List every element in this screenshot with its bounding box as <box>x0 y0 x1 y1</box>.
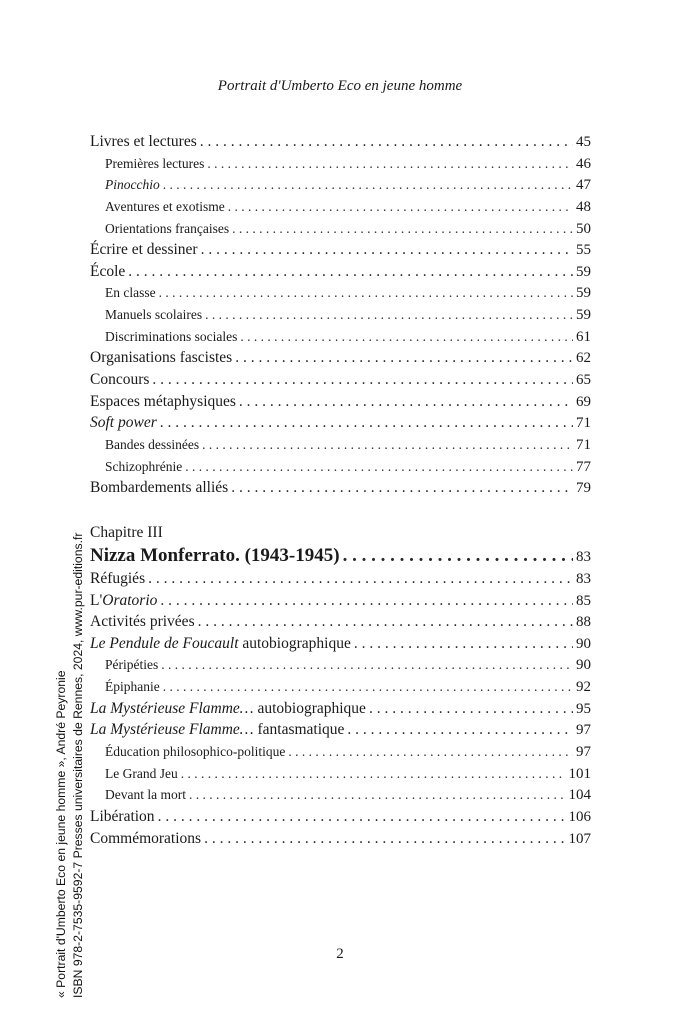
toc-entry-page: 61 <box>576 328 591 345</box>
toc-entry[interactable] <box>90 369 591 391</box>
leader-dots <box>163 676 573 698</box>
toc-entry-page: 92 <box>576 679 591 696</box>
toc-entry-label: Manuels scolaires <box>105 307 203 323</box>
toc-subentry[interactable] <box>90 326 591 348</box>
toc-subentry[interactable] <box>90 456 591 478</box>
toc-entry-page: 88 <box>576 614 591 631</box>
toc-entry-label: Orientations françaises <box>105 220 230 236</box>
chapter-title-row[interactable] <box>90 544 591 568</box>
leader-dots <box>239 391 573 413</box>
toc-subentry[interactable] <box>90 153 591 175</box>
toc-entry-page: 85 <box>576 592 591 609</box>
toc-entry-label: Aventures et exotisme <box>105 198 225 214</box>
toc-entry[interactable] <box>90 477 591 499</box>
toc-subentry[interactable] <box>90 741 591 763</box>
toc-entry-page: 62 <box>576 350 591 367</box>
toc-entry-label: En classe <box>105 285 156 301</box>
chapter-title: Nizza Monferrato. (1943-1945) <box>90 544 340 566</box>
toc-subentry[interactable] <box>90 763 591 785</box>
toc-entry-title-plain: fantasmatique <box>253 721 345 739</box>
toc-subentry[interactable] <box>90 676 591 698</box>
toc-entry-label: Épiphanie <box>105 679 160 695</box>
toc-entry-page: 106 <box>568 808 591 825</box>
toc-entry-label: Discriminations sociales <box>105 328 238 344</box>
toc-entry-label: Péripéties <box>105 657 159 673</box>
leader-dots <box>185 456 573 478</box>
toc-entry-label: Bombardements alliés <box>90 479 229 497</box>
toc-entry-page: 45 <box>576 134 591 150</box>
toc-entry[interactable] <box>90 412 591 434</box>
toc-entry-label: Schizophrénie <box>105 458 183 474</box>
table-of-contents <box>90 131 591 849</box>
toc-subentry[interactable] <box>90 654 591 676</box>
toc-subentry[interactable] <box>90 174 591 196</box>
toc-entry-label <box>90 633 351 655</box>
leader-dots <box>205 304 573 326</box>
toc-entry-label <box>90 698 366 720</box>
leader-dots <box>369 698 573 720</box>
toc-entry-page: 97 <box>576 744 591 761</box>
toc-section-2 <box>90 568 591 849</box>
toc-entry[interactable] <box>90 828 591 850</box>
page-number: 2 <box>336 946 344 962</box>
toc-entry[interactable] <box>90 611 591 633</box>
leader-dots <box>202 434 573 456</box>
running-title: Portrait d'Umberto Eco en jeune homme <box>217 78 463 94</box>
toc-entry-label: Organisations fascistes <box>90 349 233 367</box>
toc-entry-title-plain: autobiographique <box>253 699 366 717</box>
toc-entry-page: 59 <box>576 285 591 302</box>
toc-entry-label: Réfugiés <box>90 569 146 587</box>
toc-entry-label: Soft power <box>90 414 157 432</box>
toc-subentry[interactable] <box>90 784 591 806</box>
toc-entry-title-italic: La Mystérieuse Flamme… <box>90 721 254 739</box>
toc-entry[interactable] <box>90 239 591 261</box>
leader-dots <box>148 568 573 590</box>
toc-entry[interactable] <box>90 568 591 590</box>
leader-dots <box>207 153 573 175</box>
toc-entry-page: 79 <box>576 480 591 497</box>
leader-dots <box>152 369 573 391</box>
toc-entry-label: Livres et lectures <box>90 133 197 150</box>
leader-dots <box>228 196 573 218</box>
toc-entry-page: 83 <box>576 570 591 587</box>
toc-entry-page: 77 <box>576 458 591 475</box>
toc-entry-title-plain: autobiographique <box>238 634 351 652</box>
toc-entry-page: 46 <box>576 155 591 172</box>
toc-subentry[interactable] <box>90 218 591 240</box>
toc-entry[interactable] <box>90 261 591 283</box>
toc-entry-label <box>90 719 344 741</box>
toc-entry[interactable] <box>90 131 591 153</box>
toc-entry-title-italic: La Mystérieuse Flamme… <box>90 699 254 717</box>
leader-dots <box>181 763 566 785</box>
toc-subentry[interactable] <box>90 304 591 326</box>
toc-entry-label: Écrire et dessiner <box>90 241 198 259</box>
leader-dots <box>231 477 573 499</box>
toc-entry-page: 107 <box>568 830 591 847</box>
toc-entry-label: Bandes dessinées <box>105 436 200 452</box>
toc-entry-page: 50 <box>576 220 591 237</box>
toc-entry-page: 71 <box>576 436 591 453</box>
leader-dots <box>158 806 566 828</box>
toc-entry[interactable] <box>90 590 591 612</box>
toc-entry[interactable] <box>90 391 591 413</box>
toc-entry-label: Concours <box>90 371 150 389</box>
leader-dots <box>347 719 573 741</box>
toc-entry-label: Commémorations <box>90 829 202 847</box>
toc-entry-label: Pinocchio <box>105 177 160 193</box>
toc-entry-label: École <box>90 262 126 280</box>
toc-entry-label: Éducation philosophico-politique <box>105 744 286 760</box>
toc-entry-label: Libération <box>90 807 155 825</box>
toc-entry-label: Premières lectures <box>105 155 205 171</box>
chapter-page: 83 <box>576 548 591 565</box>
toc-entry-page: 101 <box>568 765 591 782</box>
toc-entry-label <box>90 590 157 612</box>
leader-dots <box>288 741 573 763</box>
side-note-line-2: ISBN 978-2-7535-9592-7 Presses universitaires de Rennes, 2024, www.pur-editions.fr <box>71 532 85 998</box>
toc-entry[interactable] <box>90 347 591 369</box>
toc-entry-page: 104 <box>568 787 591 804</box>
toc-entry-title-plain: L' <box>90 591 103 609</box>
toc-entry-page: 90 <box>576 657 591 674</box>
leader-dots <box>189 784 566 806</box>
toc-entry-page: 97 <box>576 722 591 739</box>
leader-dots <box>240 326 573 348</box>
leader-dots <box>160 412 573 434</box>
leader-dots <box>163 174 573 196</box>
toc-subentry[interactable] <box>90 196 591 218</box>
toc-entry[interactable] <box>90 698 591 720</box>
leader-dots <box>235 347 573 369</box>
toc-entry-page: 55 <box>576 242 591 259</box>
toc-entry-label: Devant la mort <box>105 787 186 803</box>
leader-dots <box>232 218 573 240</box>
toc-entry[interactable] <box>90 633 591 655</box>
leader-dots <box>160 590 573 612</box>
leader-dots <box>161 654 573 676</box>
side-note-line-1: « Portrait d'Umberto Eco en jeune homme », André Peyronie <box>54 670 68 998</box>
toc-entry-page: 59 <box>576 307 591 324</box>
copyright-side-note <box>53 533 87 998</box>
leader-dots <box>128 261 573 283</box>
leader-dots <box>201 239 573 261</box>
toc-subentry[interactable] <box>90 434 591 456</box>
toc-entry-page: 59 <box>576 263 591 280</box>
toc-entry-page: 90 <box>576 635 591 652</box>
leader-dots <box>159 282 573 304</box>
toc-entry-page: 48 <box>576 198 591 215</box>
toc-entry[interactable] <box>90 806 591 828</box>
toc-entry-title-italic: Oratorio <box>102 591 158 609</box>
toc-entry-label: Activités privées <box>90 613 195 631</box>
toc-entry-page: 65 <box>576 372 591 389</box>
toc-entry-page: 95 <box>576 700 591 717</box>
toc-entry-page: 69 <box>576 393 591 410</box>
toc-entry-page: 47 <box>576 177 591 194</box>
toc-entry-page: 71 <box>576 415 591 432</box>
chapter-label: Chapitre III <box>90 523 163 541</box>
leader-dots <box>343 544 573 568</box>
toc-subentry[interactable] <box>90 282 591 304</box>
leader-dots <box>204 828 565 850</box>
toc-entry-title-italic: Le Pendule de Foucault <box>90 634 239 652</box>
leader-dots <box>200 131 573 153</box>
leader-dots <box>354 633 573 655</box>
toc-section-1 <box>90 131 591 499</box>
toc-entry[interactable] <box>90 719 591 741</box>
leader-dots <box>198 611 573 633</box>
toc-entry-label: Le Grand Jeu <box>105 765 178 781</box>
toc-entry-label: Espaces métaphysiques <box>90 392 236 410</box>
